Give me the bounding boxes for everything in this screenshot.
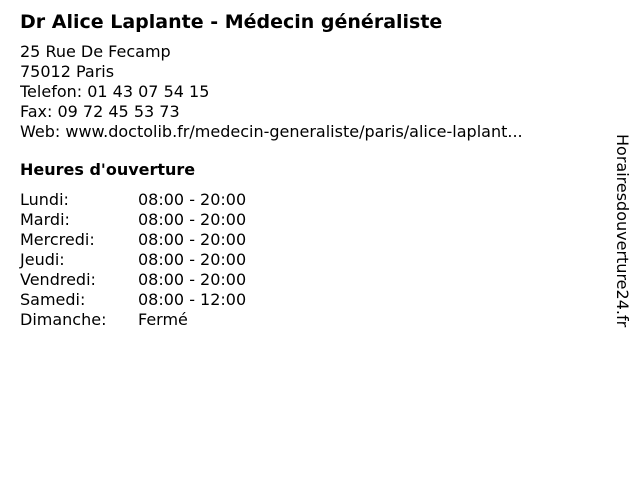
website-link[interactable]: Web: www.doctolib.fr/medecin-generaliste/paris/alice-laplant... xyxy=(20,122,523,141)
address-street: 25 Rue De Fecamp xyxy=(20,42,171,61)
address-city: 75012 Paris xyxy=(20,62,115,81)
time-range: 08:00 - 20:00 xyxy=(138,250,247,269)
hours-row-friday xyxy=(20,270,600,290)
page-title: Dr Alice Laplante - Médecin généraliste xyxy=(20,11,443,33)
time-range: 08:00 - 20:00 xyxy=(138,210,247,229)
time-range: 08:00 - 20:00 xyxy=(138,190,247,209)
day-label: Mercredi: xyxy=(20,230,95,249)
hours-row-tuesday xyxy=(20,210,600,230)
opening-hours-list xyxy=(20,190,600,330)
day-label: Samedi: xyxy=(20,290,86,309)
day-label: Lundi: xyxy=(20,190,69,209)
hours-row-wednesday xyxy=(20,230,600,250)
hours-row-sunday xyxy=(20,310,600,330)
day-label: Dimanche: xyxy=(20,310,107,329)
time-range: 08:00 - 12:00 xyxy=(138,290,247,309)
phone-number: Telefon: 01 43 07 54 15 xyxy=(20,82,210,101)
opening-hours-heading: Heures d'ouverture xyxy=(20,160,196,179)
time-range: Fermé xyxy=(138,310,188,329)
time-range: 08:00 - 20:00 xyxy=(138,270,247,289)
fax-number: Fax: 09 72 45 53 73 xyxy=(20,102,180,121)
day-label: Jeudi: xyxy=(20,250,65,269)
site-watermark: Horairesdouverture24.fr xyxy=(613,134,632,328)
hours-row-saturday xyxy=(20,290,600,310)
time-range: 08:00 - 20:00 xyxy=(138,230,247,249)
day-label: Mardi: xyxy=(20,210,70,229)
doctor-card xyxy=(20,10,600,330)
day-label: Vendredi: xyxy=(20,270,96,289)
hours-row-thursday xyxy=(20,250,600,270)
hours-row-monday xyxy=(20,190,600,210)
